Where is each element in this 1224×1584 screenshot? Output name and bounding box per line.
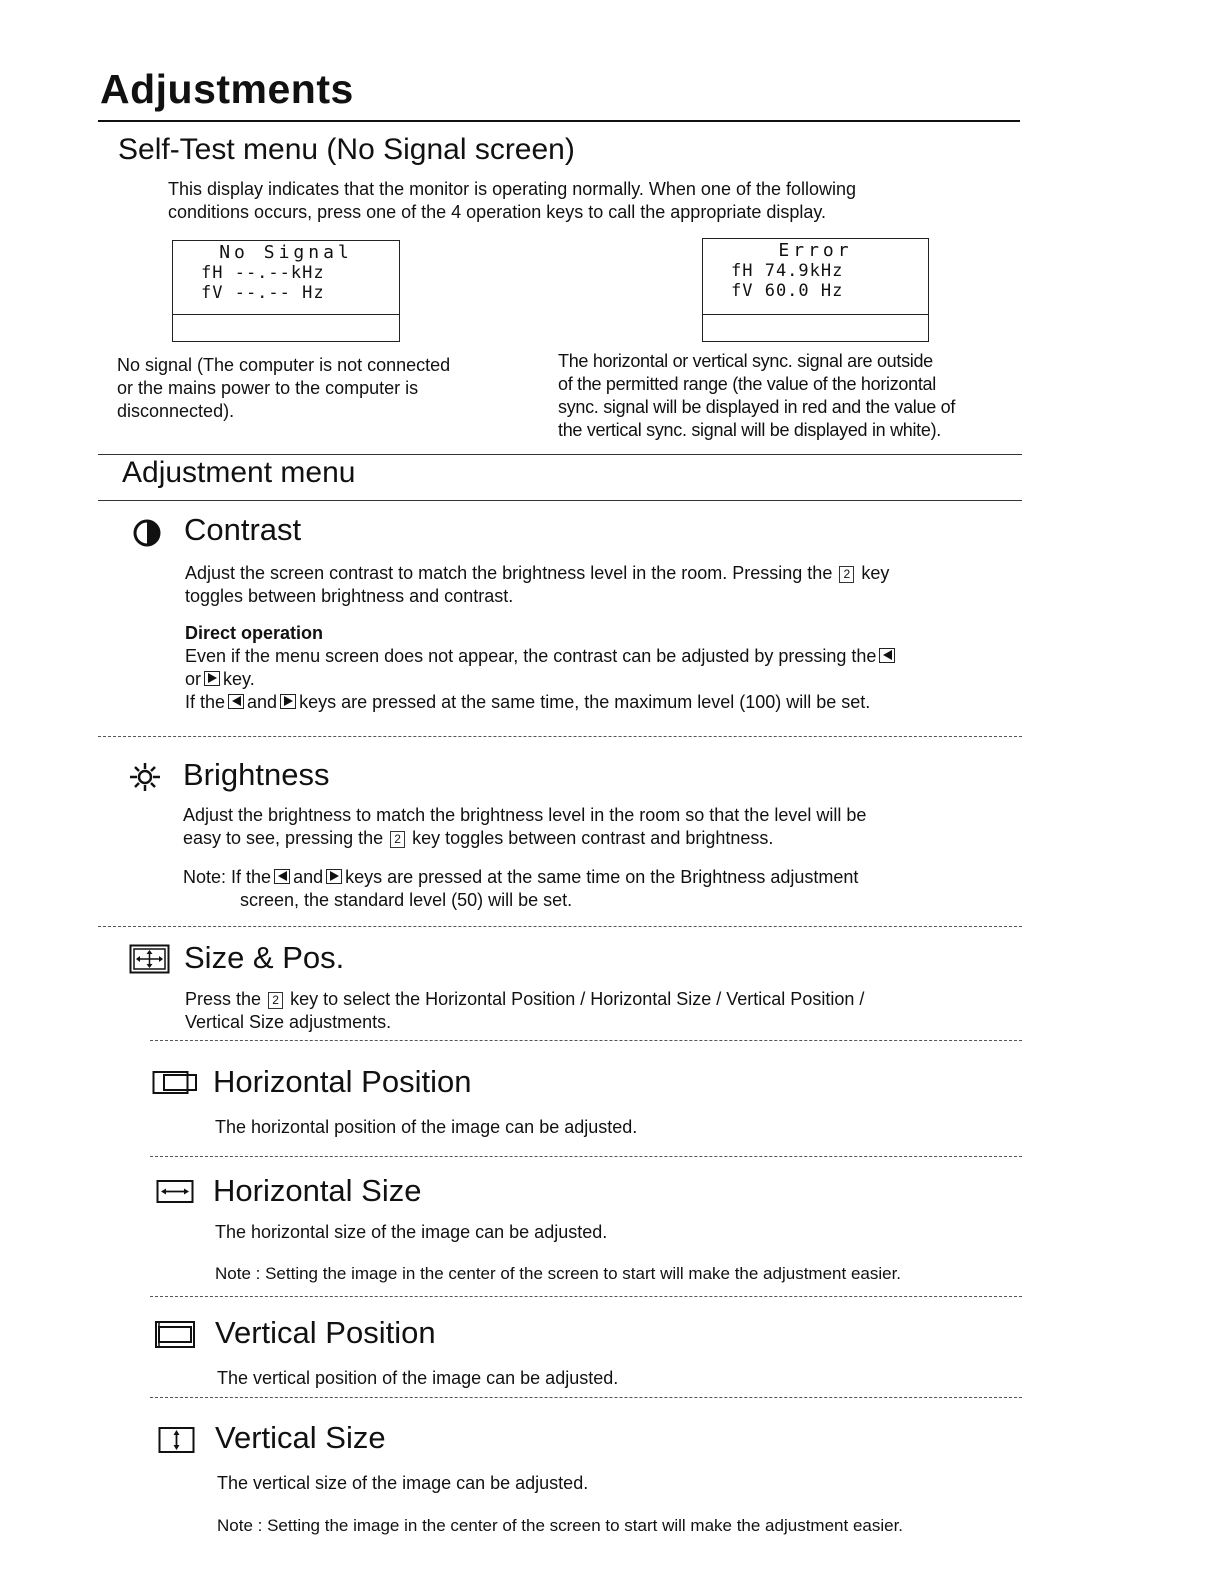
contrast-desc-line-1 [185,562,898,585]
brightness-note-line-2: screen, the standard level (50) will be set. [240,890,573,910]
error-fh: fH 74.9kHz [731,261,844,281]
no-signal-fh: fH --.--kHz [201,263,325,283]
error-caption-line: the vertical sync. signal will be displayed in white). [558,420,941,440]
direct-op-text: Even if the menu screen does not appear, the contrast can be adjusted by pressing the [185,646,877,666]
brightness-desc-text: key toggles between contrast and brightness. [412,828,774,848]
size-pos-desc-line-2: Vertical Size adjustments. [185,1012,392,1032]
direct-op-text: keys are pressed at the same time, the maximum level (100) will be set. [299,692,871,712]
size-pos-desc-line-1 [185,988,864,1011]
section-rule [98,454,1022,455]
direct-op-text: key. [223,669,255,689]
dashed-divider [150,1397,1022,1398]
vertical-position-icon [154,1318,198,1350]
self-test-intro [168,178,856,224]
self-test-heading: Self-Test menu (No Signal screen) [118,133,575,166]
error-display [702,238,929,342]
no-signal-display [172,240,400,342]
right-arrow-key-icon [326,869,342,884]
direct-operation-title: Direct operation [185,623,324,643]
brightness-heading: Brightness [183,757,330,792]
brightness-note-text: Note: If the [183,867,272,887]
page-title: Adjustments [100,66,354,112]
title-rule [98,120,1020,122]
direct-op-text: and [247,692,278,712]
direct-op-line-3 [185,691,898,714]
contrast-desc-text: key [861,563,890,583]
section-rule [98,500,1022,501]
error-caption-line: sync. signal will be displayed in red and the value of [558,397,956,417]
brightness-note-text: keys are pressed at the same time on the Brightness adjustment [345,867,859,887]
v-size-description: The vertical size of the image can be adjusted. [217,1473,589,1493]
direct-op-text: If the [185,692,226,712]
h-position-description: The horizontal position of the image can be adjusted. [215,1117,638,1137]
size-position-icon [129,944,171,974]
no-signal-caption-line: disconnected). [117,401,235,421]
size-pos-description [185,988,864,1034]
adjustment-menu-heading: Adjustment menu [122,456,356,489]
v-position-heading: Vertical Position [215,1315,436,1350]
horizontal-position-icon [152,1070,200,1096]
dashed-divider [150,1156,1022,1157]
h-position-heading: Horizontal Position [213,1064,472,1099]
v-size-heading: Vertical Size [215,1420,386,1455]
vertical-size-icon [158,1426,196,1454]
direct-op-line-2 [185,668,898,691]
no-signal-caption-line: or the mains power to the computer is [117,378,419,398]
error-fv: fV 60.0 Hz [731,281,844,301]
error-bar [702,314,929,342]
error-caption-line: The horizontal or vertical sync. signal are outside [558,351,933,371]
direct-op-text: or [185,669,202,689]
dashed-divider [98,736,1022,737]
right-arrow-key-icon [204,671,220,686]
left-arrow-key-icon [228,694,244,709]
contrast-desc-line-2: toggles between brightness and contrast. [185,586,514,606]
no-signal-bar [172,314,400,342]
error-caption [558,350,955,442]
no-signal-title: No Signal [219,242,353,263]
no-signal-caption [117,354,450,423]
h-size-heading: Horizontal Size [213,1173,422,1208]
error-caption-line: of the permitted range (the value of the horizontal [558,374,936,394]
right-arrow-key-icon [280,694,296,709]
size-pos-desc-text: key to select the Horizontal Position / Horizontal Size / Vertical Position / [290,989,865,1009]
brightness-desc-line-2 [183,827,866,850]
contrast-icon [132,518,162,548]
contrast-desc-text: Adjust the screen contrast to match the brightness level in the room. Pressing the [185,563,833,583]
key-2-icon: 2 [268,992,283,1009]
brightness-desc-text: easy to see, pressing the [183,828,384,848]
size-pos-desc-text: Press the [185,989,262,1009]
brightness-note-text: and [293,867,324,887]
brightness-note-line-1 [183,866,866,889]
brightness-desc-line-1: Adjust the brightness to match the brightness level in the room so that the level will be [183,805,867,825]
h-size-description: The horizontal size of the image can be adjusted. [215,1222,608,1242]
left-arrow-key-icon [879,648,895,663]
error-title: Error [778,240,853,261]
dashed-divider [150,1040,1022,1041]
key-2-icon: 2 [839,566,854,583]
left-arrow-key-icon [274,869,290,884]
h-size-note: Note : Setting the image in the center of the screen to start will make the adjustment easier. [215,1264,902,1283]
v-position-description: The vertical position of the image can be adjusted. [217,1368,619,1388]
brightness-icon [128,762,162,792]
v-size-note: Note : Setting the image in the center of the screen to start will make the adjustment easier. [217,1516,904,1535]
no-signal-fv: fV --.-- Hz [201,283,325,303]
contrast-heading: Contrast [184,512,302,547]
self-test-intro-line-2: conditions occurs, press one of the 4 operation keys to call the appropriate display. [168,202,827,222]
no-signal-caption-line: No signal (The computer is not connected [117,355,451,375]
dashed-divider [98,926,1022,927]
size-pos-heading: Size & Pos. [184,940,345,975]
horizontal-size-icon [156,1179,196,1205]
dashed-divider [150,1296,1022,1297]
self-test-intro-line-1: This display indicates that the monitor is operating normally. When one of the following [168,179,857,199]
key-2-icon: 2 [390,831,405,848]
brightness-description [183,804,866,912]
contrast-description [185,562,898,714]
direct-op-line-1 [185,645,898,668]
